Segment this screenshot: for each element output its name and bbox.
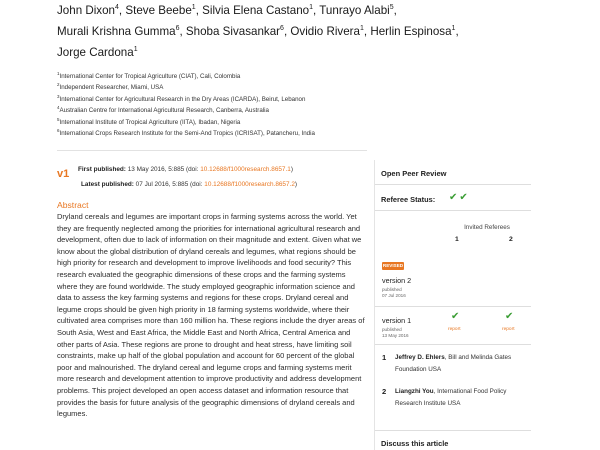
section-divider bbox=[57, 150, 367, 151]
author-list bbox=[57, 0, 477, 63]
author-separator: , bbox=[393, 4, 397, 17]
affiliation-number: 1 bbox=[57, 70, 60, 76]
peer-review-panel bbox=[374, 160, 530, 450]
affiliation-text: Australian Centre for International Agricultural Research, Canberra, Australia bbox=[59, 107, 269, 115]
first-published-text: 13 May 2016, 5:885 (doi: bbox=[125, 166, 201, 173]
panel-divider bbox=[375, 306, 531, 307]
report-link-2[interactable]: report bbox=[502, 327, 515, 332]
affiliation-item bbox=[57, 94, 477, 105]
affiliation-number: 5 bbox=[57, 116, 60, 122]
referee-1-name: Jeffrey D. Ehlers bbox=[395, 354, 445, 361]
version-1-published: published bbox=[382, 327, 402, 332]
affiliation-item bbox=[57, 117, 477, 128]
author-affiliation-marker: 4 bbox=[115, 4, 119, 12]
invited-referees-label: Invited Referees bbox=[464, 224, 510, 231]
author-separator: , bbox=[195, 4, 203, 17]
affiliation-number: 4 bbox=[57, 105, 60, 111]
abstract-heading: Abstract bbox=[57, 200, 89, 210]
abstract-body: Dryland cereals and legumes are important crops in farming systems across the world. Yet they are frequently neglected among the priorities for international agricultural research and development, often due to lack of information on their magnitude and extent. Given what we know about the global distribution of dryland cereals and legumes, what regions should be high priority for research and development to improve livelihoods and food security? This research evaluated the geographic dimensions of these crops and the farming systems where they are found worldwide. The study employed geographic information science and data to assess the key farming systems and regions for these crops. Dryland cereal and legume crops should be given high priority in 18 farming systems worldwide, where their cultivated area comprises more than 160 million ha. These regions include the dryer areas of South Asia, West and East Africa, the Middle East and North Africa, Central America and other parts of Asia. These regions are prone to drought and heat stress, have limiting soil constraints, make up half of the global population and account for 60 percent of the global poor and malnourished. The dryland cereal and legume crops and farming systems merit more research and development attention to improve productivity and address development problems. This project developed an open access dataset and information resource that provides the basis for future analysis of the geographic dimensions of dryland cereals and legumes. bbox=[57, 212, 365, 419]
latest-close: ) bbox=[294, 181, 298, 188]
first-published-label: First published: bbox=[78, 166, 126, 173]
author-name[interactable]: Shoba Sivasankar bbox=[185, 25, 281, 38]
author-affiliation-marker: 1 bbox=[309, 4, 314, 12]
affiliation-list bbox=[57, 71, 477, 139]
version-tag: v1 bbox=[57, 168, 70, 180]
panel-divider bbox=[375, 184, 531, 185]
affiliation-text: International Crops Research Institute for the Semi-And Tropics (ICRISAT), Patancheru, India bbox=[59, 130, 315, 138]
panel-title: Open Peer Review bbox=[381, 169, 447, 178]
discuss-article-link[interactable]: Discuss this article bbox=[381, 439, 449, 448]
first-doi-link[interactable]: 10.12688/f1000research.8657.1 bbox=[200, 166, 291, 173]
affiliation-item bbox=[57, 105, 477, 116]
affiliation-number: 2 bbox=[57, 82, 60, 88]
author-separator: , bbox=[455, 25, 459, 38]
referee-2-name: Liangzhi You bbox=[395, 388, 434, 395]
affiliation-text: International Center for Agricultural Research in the Dry Areas (ICARDA), Beirut, Lebanon bbox=[59, 95, 306, 103]
panel-divider bbox=[375, 210, 531, 211]
author-separator: , bbox=[283, 25, 291, 38]
referee-col-1: 1 bbox=[455, 236, 459, 243]
referee-2-number: 2 bbox=[382, 387, 387, 396]
author-separator: , bbox=[313, 4, 320, 17]
author-affiliation-marker: 1 bbox=[359, 25, 364, 33]
author-name[interactable]: John Dixon bbox=[57, 4, 116, 17]
latest-published-label: Latest published: bbox=[81, 181, 134, 188]
referee-2-info bbox=[395, 386, 530, 410]
report-link-1[interactable]: report bbox=[448, 327, 461, 332]
author-name[interactable]: Murali Krishna Gumma bbox=[57, 25, 176, 38]
latest-doi-link[interactable]: 10.12688/f1000research.8657.2 bbox=[204, 181, 295, 188]
referee-2-org: , International Food Policy Research Institute USA bbox=[395, 388, 507, 407]
author-affiliation-marker: 6 bbox=[175, 25, 180, 33]
affiliation-item bbox=[57, 71, 477, 82]
panel-divider bbox=[375, 344, 531, 345]
referee-status-ticks: ✔✔ bbox=[449, 192, 470, 203]
affiliation-text: Independent Researcher, Miami, USA bbox=[59, 84, 164, 92]
author-affiliation-marker: 1 bbox=[133, 46, 138, 54]
author-affiliation-marker: 1 bbox=[451, 25, 456, 33]
referee-1-info bbox=[395, 352, 530, 376]
first-published bbox=[78, 166, 293, 173]
version-1-label[interactable]: version 1 bbox=[382, 316, 412, 325]
approved-check-icon: ✔ bbox=[451, 311, 460, 322]
approved-check-icon: ✔ bbox=[505, 311, 514, 322]
affiliation-number: 6 bbox=[57, 127, 60, 133]
panel-divider bbox=[375, 430, 531, 431]
author-affiliation-marker: 6 bbox=[280, 25, 284, 33]
affiliation-item bbox=[57, 128, 477, 139]
author-name[interactable]: Herlin Espinosa bbox=[370, 25, 452, 38]
referee-status-label: Referee Status: bbox=[381, 195, 436, 204]
referee-col-2: 2 bbox=[509, 236, 513, 243]
latest-published-text: 07 Jul 2016, 5:885 (doi: bbox=[133, 181, 205, 188]
version-1-date: 13 May 2016 bbox=[382, 333, 409, 338]
version-2-date: 07 Jul 2016 bbox=[382, 293, 406, 298]
first-close: ) bbox=[290, 166, 293, 173]
affiliation-item bbox=[57, 82, 477, 93]
author-affiliation-marker: 5 bbox=[389, 4, 394, 12]
affiliation-number: 3 bbox=[57, 93, 60, 99]
author-separator: , bbox=[179, 25, 186, 38]
version-2-label[interactable]: version 2 bbox=[382, 276, 412, 285]
latest-published bbox=[81, 181, 297, 188]
affiliation-text: International Center for Tropical Agriculture (CIAT), Cali, Colombia bbox=[59, 73, 241, 80]
affiliation-text: International Institute of Tropical Agriculture (IITA), Ibadan, Nigeria bbox=[59, 118, 241, 126]
author-separator: , bbox=[363, 25, 371, 38]
author-affiliation-marker: 1 bbox=[191, 4, 196, 12]
referee-1-org: , Bill and Melinda Gates Foundation USA bbox=[395, 354, 512, 373]
author-separator: , bbox=[118, 4, 126, 17]
revised-badge: REVISED bbox=[382, 263, 404, 268]
author-name[interactable]: Tunrayo Alabi bbox=[319, 4, 390, 17]
author-name[interactable]: Jorge Cardona bbox=[57, 46, 134, 59]
author-name[interactable]: Steve Beebe bbox=[125, 4, 192, 17]
author-name[interactable]: Silvia Elena Castano bbox=[202, 4, 310, 17]
referee-1-number: 1 bbox=[382, 353, 387, 362]
version-2-published: published bbox=[382, 287, 402, 292]
author-name[interactable]: Ovidio Rivera bbox=[290, 25, 360, 38]
